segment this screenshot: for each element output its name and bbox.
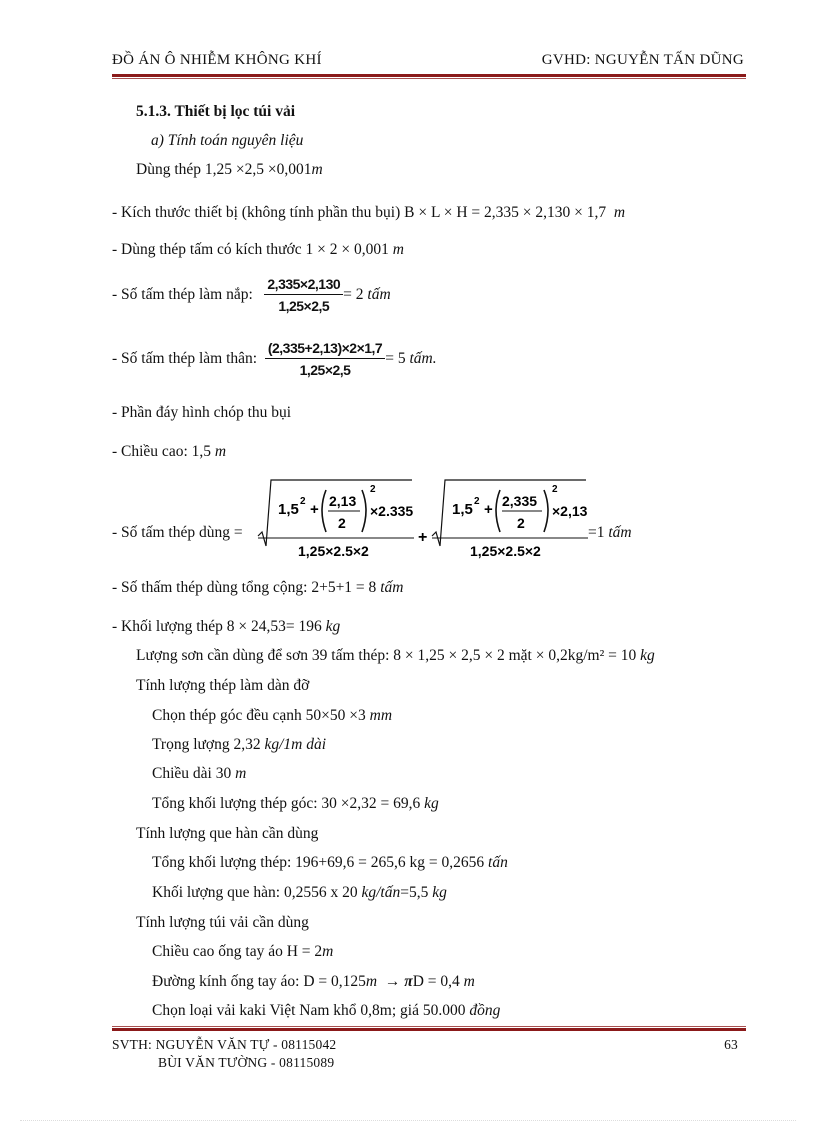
header-rule-thin bbox=[112, 78, 746, 79]
text-line: Đường kính ống tay áo: D = 0,125m → πD = 0,4 m bbox=[152, 973, 475, 990]
text-line: Tính lượng thép làm dàn đỡ bbox=[136, 677, 310, 694]
footer-author-2: BÙI VĂN TƯỜNG - 08115089 bbox=[158, 1055, 335, 1070]
arrow-icon: → bbox=[384, 973, 401, 990]
text-line: Dùng thép 1,25 ×2,5 ×0,001m bbox=[136, 161, 323, 178]
subsection-title: a) Tính toán nguyên liệu bbox=[151, 132, 304, 149]
operator: + bbox=[418, 529, 428, 546]
formula-bottom bbox=[256, 476, 656, 562]
inner-den: 2 bbox=[338, 515, 346, 531]
exponent: 2 bbox=[300, 496, 306, 507]
text-line: Khối lượng que hàn: 0,2556 x 20 kg/tấn=5,5 kg bbox=[152, 884, 447, 901]
text-line: Tính lượng que hàn cần dùng bbox=[136, 825, 319, 842]
operator: + bbox=[484, 501, 493, 518]
header-left: ĐỒ ÁN Ô NHIỄM KHÔNG KHÍ bbox=[112, 52, 322, 68]
denominator: 1,25×2.5×2 bbox=[298, 543, 369, 559]
section-title: 5.1.3. Thiết bị lọc túi vải bbox=[136, 103, 296, 120]
operator: + bbox=[310, 501, 319, 518]
page-number: 63 bbox=[724, 1037, 738, 1052]
fraction: $\frac{2,335\times 2,130}{1,25\times 2,5}$ bbox=[264, 276, 343, 314]
term: ×2,13 bbox=[552, 503, 588, 519]
term: 1,5 bbox=[278, 501, 299, 518]
text-line: Tổng khối lượng thép: 196+69,6 = 265,6 kg = 0,2656 tấn bbox=[152, 854, 508, 871]
text-line: Tính lượng túi vải cần dùng bbox=[136, 914, 309, 931]
term: 1,5 bbox=[452, 501, 473, 518]
denominator: 1,25×2.5×2 bbox=[470, 543, 541, 559]
text-line: - Phần đáy hình chóp thu bụi bbox=[112, 404, 292, 421]
text-line: Chiều dài 30 m bbox=[152, 765, 247, 782]
text-line: Tổng khối lượng thép góc: 30 ×2,32 = 69,6 kg bbox=[152, 795, 439, 812]
formula-bottom-result: =1 tấm bbox=[588, 524, 632, 541]
footer-rule-thin bbox=[112, 1026, 746, 1027]
header-right: GVHD: NGUYỄN TẤN DŨNG bbox=[541, 52, 744, 68]
text-line: - Kích thước thiết bị (không tính phần thu bụi) B × L × H = 2,335 × 2,130 × 1,7 m bbox=[112, 204, 626, 221]
text-line: Chọn thép góc đều cạnh 50×50 ×3 mm bbox=[152, 707, 393, 724]
term: ×2.335 bbox=[370, 503, 414, 519]
paren-left bbox=[322, 490, 326, 532]
fraction: $\frac{(2,335+2,13)\times 2\times 1,7}{1,25\times 2,5}$ bbox=[265, 340, 385, 378]
paren-left bbox=[496, 490, 500, 532]
text-line: - Chiều cao: 1,5 m bbox=[112, 443, 227, 460]
exponent: 2 bbox=[552, 484, 558, 495]
footer-rule bbox=[112, 1028, 746, 1031]
inner-num: 2,335 bbox=[502, 493, 538, 509]
formula-lid: - Số tấm thép làm nắp: $\frac{2,335\times 2,130}{1,25\times 2,5}$ = 2 tấm bbox=[112, 276, 391, 314]
header-rule bbox=[112, 74, 746, 77]
exponent: 2 bbox=[370, 484, 376, 495]
paren-right bbox=[544, 490, 548, 532]
footer-author-1: SVTH: NGUYỄN VĂN TỰ - 08115042 bbox=[112, 1037, 337, 1052]
exponent: 2 bbox=[474, 496, 480, 507]
text-line: Chiều cao ống tay áo H = 2m bbox=[152, 943, 334, 960]
text-line: Lượng sơn cần dùng để sơn 39 tấm thép: 8 × 1,25 × 2,5 × 2 mặt × 0,2kg/m² = 10 kg bbox=[136, 647, 655, 664]
text-line: - Khối lượng thép 8 × 24,53= 196 kg bbox=[112, 618, 341, 635]
formula-body: - Số tấm thép làm thân: $\frac{(2,335+2,13)\times 2\times 1,7}{1,25\times 2,5}$ = 5 tấm. bbox=[112, 340, 437, 378]
formula-bottom-label: - Số tấm thép dùng = bbox=[112, 524, 243, 541]
text-line: - Dùng thép tấm có kích thước 1 × 2 × 0,001 m bbox=[112, 241, 404, 258]
inner-num: 2,13 bbox=[329, 493, 357, 509]
text-line: Trọng lượng 2,32 kg/1m dài bbox=[152, 736, 327, 753]
paren-right bbox=[362, 490, 366, 532]
page-edge bbox=[20, 1120, 796, 1121]
text-line: - Số thấm thép dùng tổng cộng: 2+5+1 = 8 tấm bbox=[112, 579, 404, 596]
text-line: Chọn loại vải kaki Việt Nam khổ 0,8m; giá 50.000 đồng bbox=[152, 1002, 501, 1019]
inner-den: 2 bbox=[517, 515, 525, 531]
